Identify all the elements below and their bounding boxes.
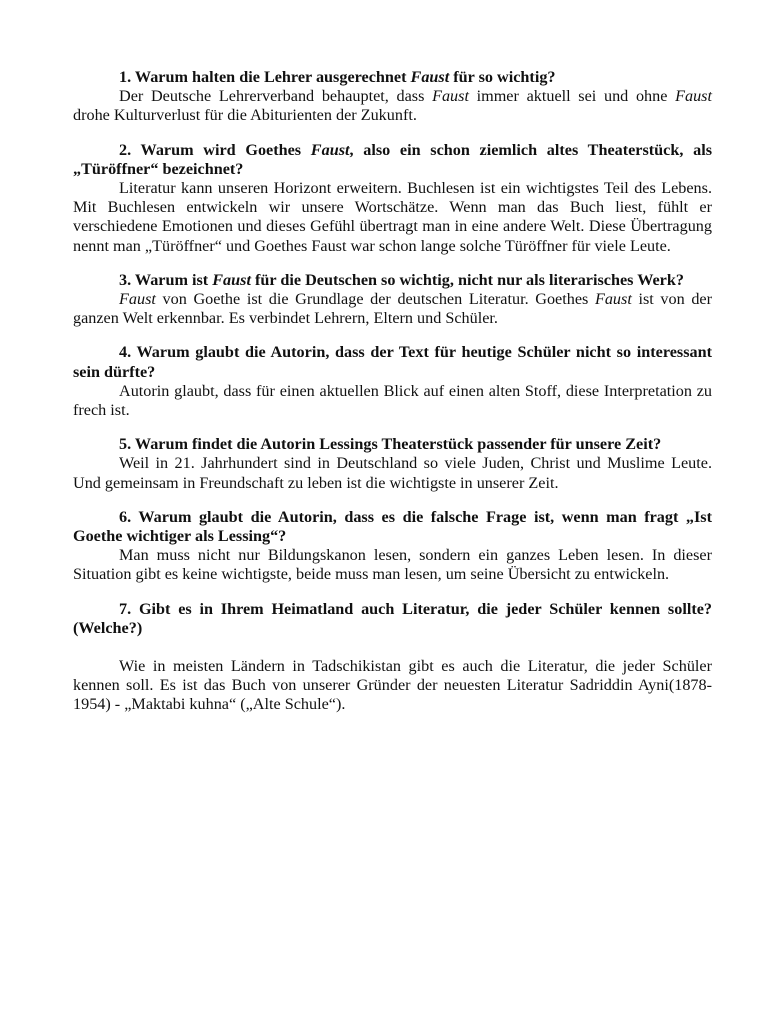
- document-body: [73, 68, 712, 730]
- answer-italic-text: Faust: [675, 87, 712, 106]
- question-italic-text: Faust: [212, 270, 251, 289]
- question-text: für die Deutschen so wichtig, nicht nur als literarisches Werk?: [250, 270, 684, 289]
- answer-italic-text: Faust: [119, 290, 156, 309]
- answer-4: [73, 382, 712, 420]
- question-4: [73, 343, 712, 381]
- answer-text: Der Deutsche Lehrerverband behauptet, dass: [119, 87, 433, 106]
- question-text: für so wichtig?: [449, 68, 556, 86]
- answer-text: von Goethe ist die Grundlage der deutschen Literatur. Goethes: [155, 290, 595, 309]
- question-text: 5. Warum findet die Autorin Lessings Theaterstück passender für unsere Zeit?: [119, 435, 662, 454]
- answer-text: Wie in meisten Ländern in Tadschikistan gibt es auch die Literatur, die jeder Schüler kennen soll. Es ist das Buch von unserer Gründer der neuesten Literatur Sadriddin Ayni(1878-1954) - „Maktabi kuhna“ („Alte Schule“).: [73, 657, 712, 714]
- question-text: 2. Warum wird Goethes: [119, 140, 311, 159]
- answer-6: [73, 546, 712, 584]
- question-italic-text: Faust: [410, 68, 450, 86]
- question-7: [73, 600, 712, 638]
- question-5: [73, 435, 712, 454]
- question-text: 1. Warum halten die Lehrer ausgerechnet: [119, 68, 411, 86]
- question-text: 4. Warum glaubt die Autorin, dass der Text für heutige Schüler nicht so interessant sein dürfte?: [73, 343, 712, 381]
- answer-text: immer aktuell sei und ohne: [468, 87, 676, 106]
- answer-italic-text: Faust: [432, 87, 469, 106]
- answer-text: Literatur kann unseren Horizont erweitern. Buchlesen ist ein wichtigstes Teil des Lebens. Mit Buchlesen entwickeln wir unsere Wortschätze. Wenn man das Buch liest, fühlt er verschiedene Emotionen und dieses Gefühl übertragt man in eine andere Welt. Diese Übertragung nennt man „Türöffner“ und Goethes Faust war schon lange solche Türöffner für viele Leute.: [73, 179, 712, 255]
- answer-2: [73, 179, 712, 256]
- question-6: [73, 508, 712, 546]
- question-italic-text: Faust: [310, 140, 350, 159]
- answer-text: Autorin glaubt, dass für einen aktuellen Blick auf einen alten Stoff, diese Interpretation zu frech ist.: [73, 381, 712, 420]
- answer-7: [73, 657, 712, 715]
- qa-item-3: [73, 271, 712, 329]
- answer-text: ist von der ganzen Welt erkennbar. Es verbindet Lehrern, Eltern und Schüler.: [73, 290, 713, 328]
- question-2: [73, 141, 712, 179]
- question-3: [73, 271, 712, 290]
- qa-item-6: [73, 508, 712, 585]
- qa-item-7: [73, 600, 712, 715]
- answer-text: Weil in 21. Jahrhundert sind in Deutschland so viele Juden, Christ und Muslime Leute. Und gemeinsam in Freundschaft zu leben ist die wichtigste in unserer Zeit.: [73, 454, 712, 492]
- answer-text: drohe Kulturverlust für die Abiturienten der Zukunft.: [73, 106, 417, 125]
- answer-italic-text: Faust: [594, 290, 632, 309]
- question-1: [73, 68, 712, 87]
- qa-item-2: [73, 141, 712, 256]
- qa-item-4: [73, 343, 712, 420]
- qa-item-1: [73, 68, 712, 126]
- question-text: 7. Gibt es in Ihrem Heimatland auch Literatur, die jeder Schüler kennen sollte? (Welche?): [73, 599, 712, 637]
- question-text: , also ein schon ziemlich altes Theaterstück, als „Türöffner“ bezeichnet?: [73, 140, 712, 178]
- answer-3: [73, 290, 712, 328]
- qa-item-5: [73, 435, 712, 493]
- answer-5: [73, 454, 712, 492]
- question-text: 6. Warum glaubt die Autorin, dass es die falsche Frage ist, wenn man fragt „Ist Goethe wichtiger als Lessing“?: [73, 507, 712, 546]
- answer-text: Man muss nicht nur Bildungskanon lesen, sondern ein ganzes Leben lesen. In dieser Situation gibt es keine wichtigste, beide muss man lesen, um seine Übersicht zu entwickeln.: [73, 546, 712, 584]
- answer-1: [73, 87, 712, 125]
- question-text: 3. Warum ist: [119, 270, 213, 289]
